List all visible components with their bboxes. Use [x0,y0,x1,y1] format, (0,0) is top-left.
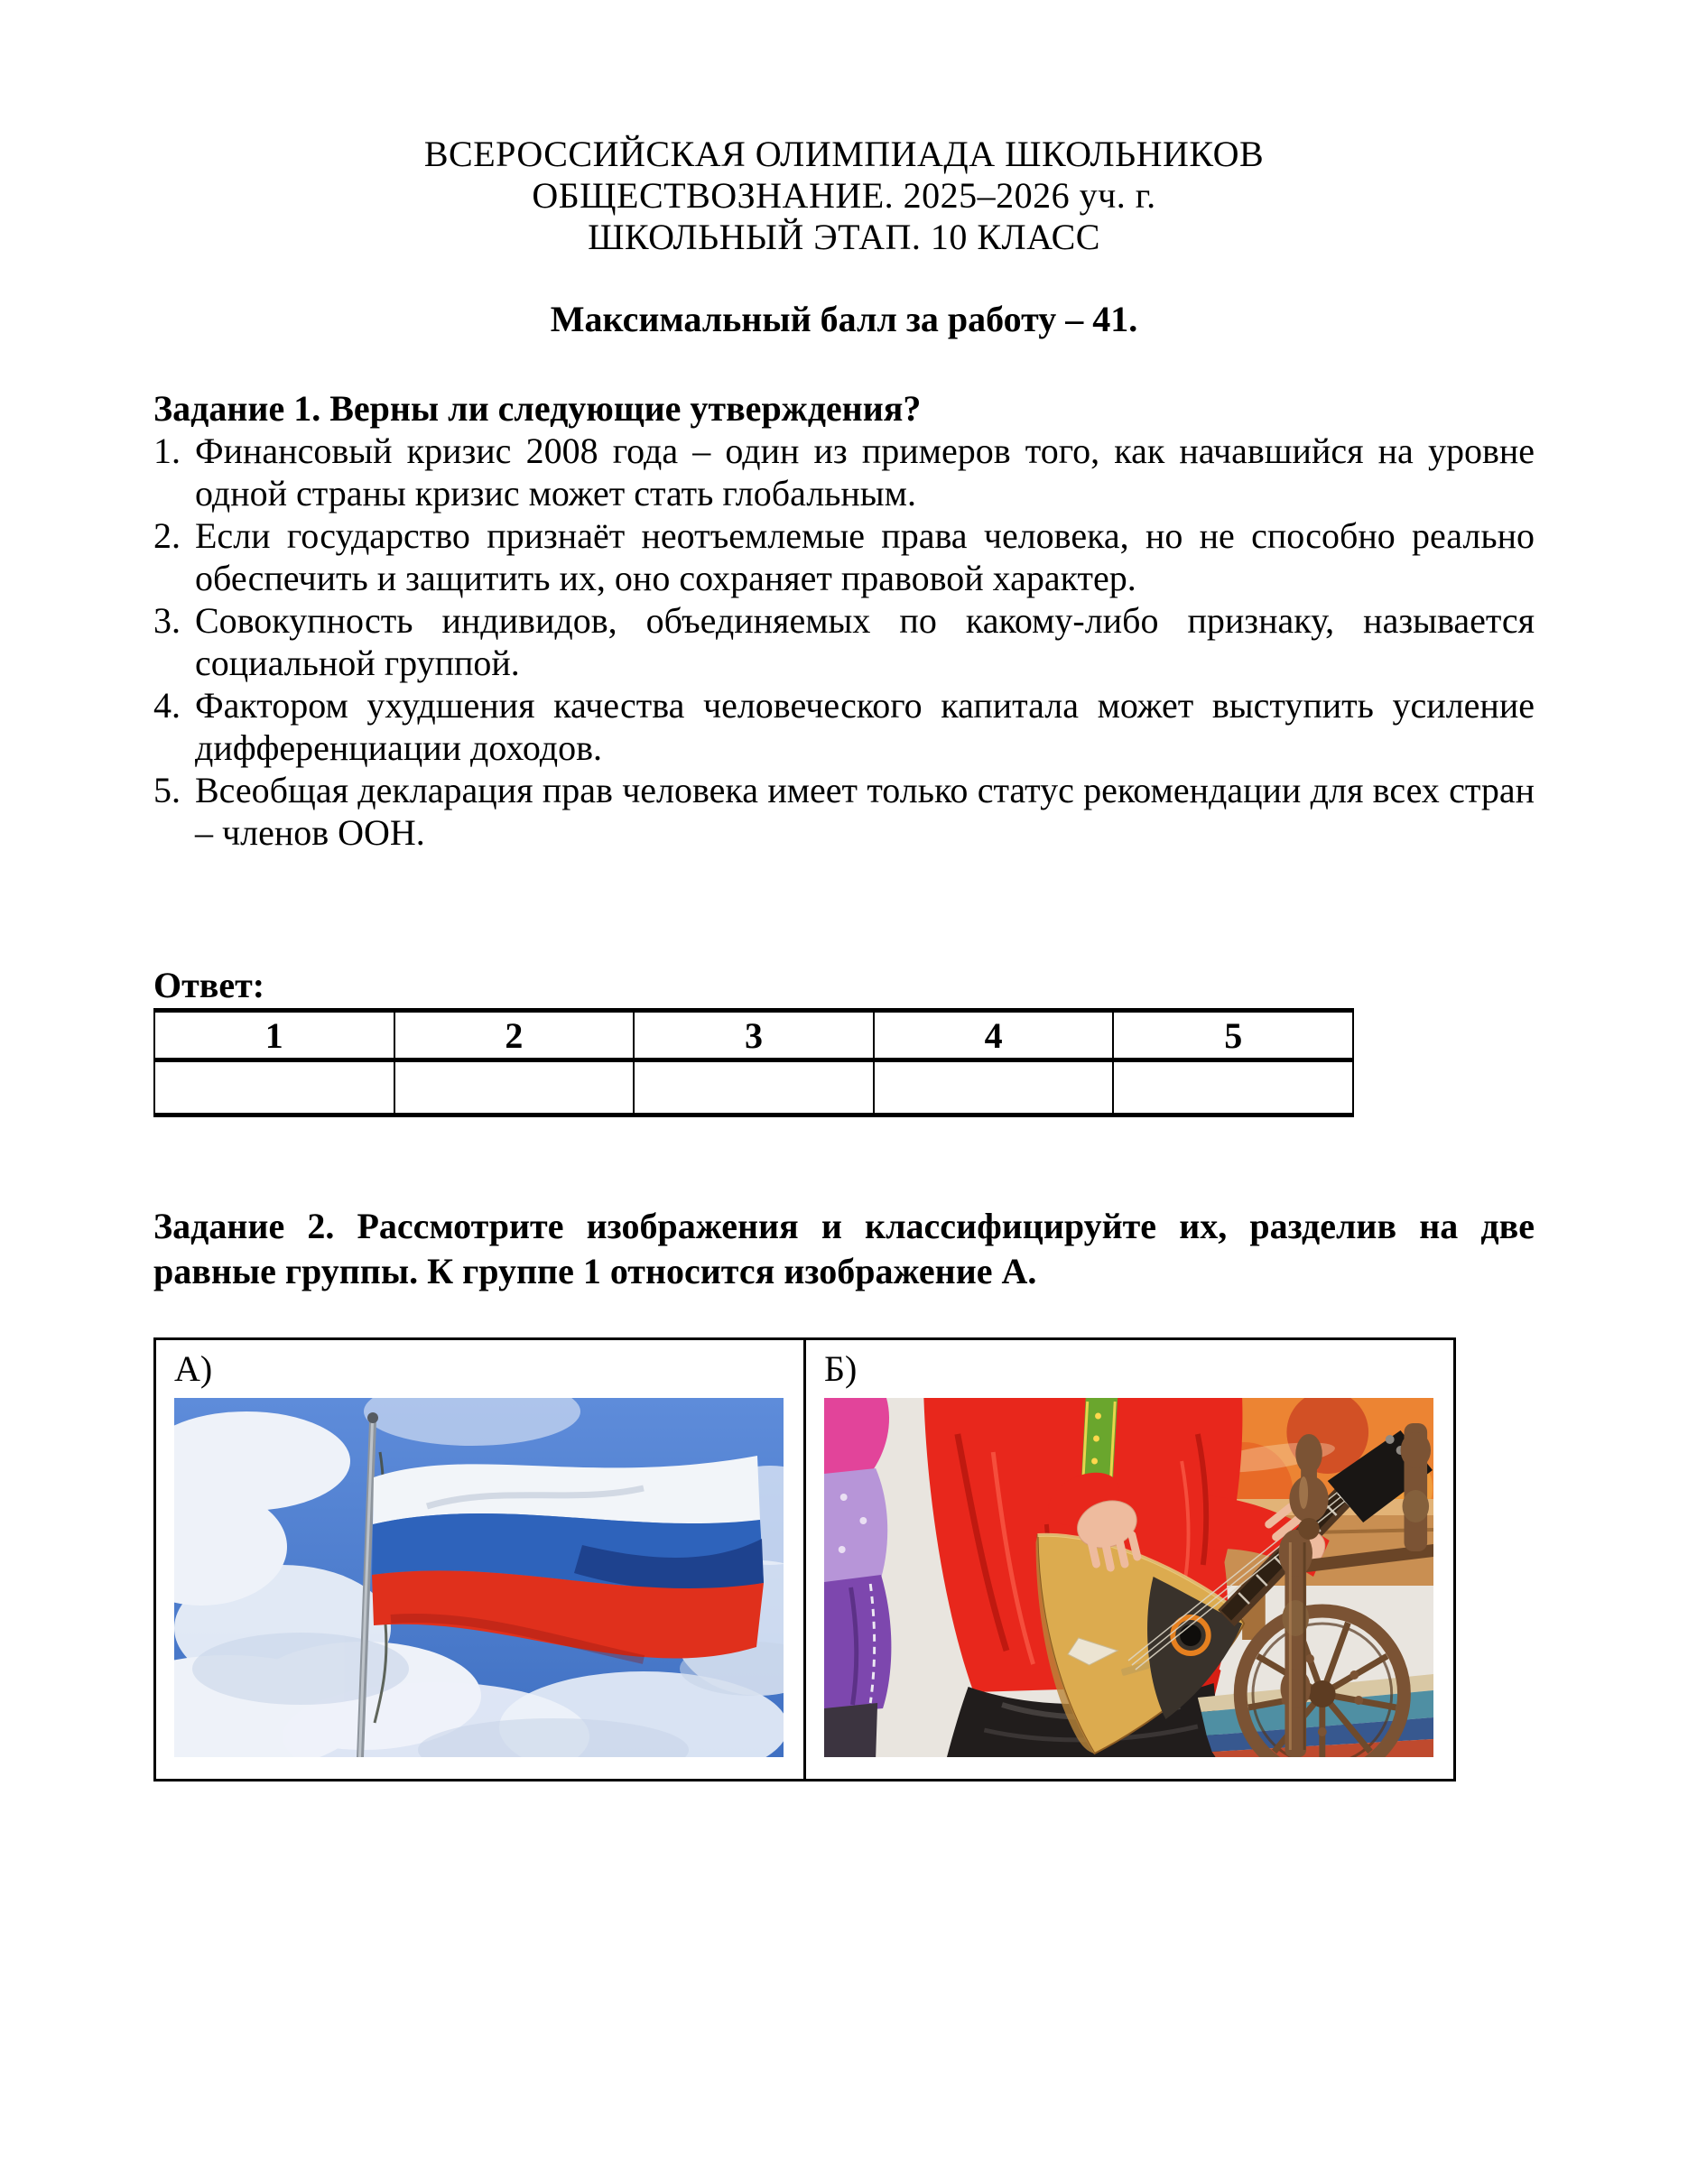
image-classification-table [153,1337,1456,1781]
answer-col-header-5: 5 [1113,1011,1353,1060]
answer-cell-3[interactable] [634,1060,874,1115]
bystander-left [824,1398,891,1757]
statement-3-number: 3. [153,600,181,641]
statement-1-number: 1. [153,430,181,471]
image-cell-b [805,1339,1455,1781]
statement-3-text: Совокупность индивидов, объединяемых по какому-либо признаку, называется социальной группой. [195,600,1535,683]
answer-cell-5[interactable] [1113,1060,1353,1115]
pole-finial [367,1412,378,1423]
russian-flag-photo [174,1398,784,1757]
answer-cell-1[interactable] [154,1060,394,1115]
statement-2-number: 2. [153,515,181,556]
task1-statements [153,430,1535,854]
image-b-label: Б) [824,1348,858,1389]
statement-4-number: 4. [153,685,181,726]
right-post [1401,1423,1432,1551]
answer-col-header-4: 4 [874,1011,1114,1060]
statement-2-text: Если государство признаёт неотъемлемые права человека, но не способно реально обеспечить и защитить их, оно сохраняет правовой характер. [195,515,1535,598]
title-line-2: ОБЩЕСТВОЗНАНИЕ. 2025–2026 уч. г. [532,175,1156,216]
task1-heading: Задание 1. Верны ли следующие утверждения? [153,388,922,429]
title-line-1: ВСЕРОССИЙСКАЯ ОЛИМПИАДА ШКОЛЬНИКОВ [423,134,1265,174]
task2-heading: Задание 2. Рассмотрите изображения и классифицируйте их, разделив на две равные группы. К группе 1 относится изображение А. [153,1206,1535,1291]
answer-table-header-row [154,1011,1353,1060]
title-line-3: ШКОЛЬНЫЙ ЭТАП. 10 КЛАСС [588,217,1100,257]
statement-3 [153,599,1535,684]
max-score-line: Максимальный балл за работу – 41. [550,299,1138,339]
document-title [153,134,1535,258]
statement-2 [153,514,1535,599]
statement-5-number: 5. [153,770,181,810]
image-a-label: А) [174,1348,213,1389]
statement-1 [153,430,1535,514]
answer-table-input-row [154,1060,1353,1115]
statement-5 [153,769,1535,854]
answer-col-header-1: 1 [154,1011,394,1060]
answer-col-header-2: 2 [394,1011,635,1060]
statement-4-text: Фактором ухудшения качества человеческого капитала может выступить усиление дифференциации доходов. [195,685,1535,768]
sound-hole [1180,1624,1201,1646]
image-cell-a [155,1339,805,1781]
image-table-row [155,1339,1455,1781]
statement-4 [153,684,1535,769]
statement-5-text: Всеобщая декларация прав человека имеет только статус рекомендации для всех стран – членов ООН. [195,770,1535,853]
answer-label: Ответ: [153,965,265,1005]
balalaika-player-photo [824,1398,1433,1757]
statement-1-text: Финансовый кризис 2008 года – один из примеров того, как начавшийся на уровне одной страны кризис может стать глобальным. [195,430,1535,514]
answer-table [153,1008,1354,1117]
answer-cell-4[interactable] [874,1060,1114,1115]
answer-cell-2[interactable] [394,1060,635,1115]
answer-col-header-3: 3 [634,1011,874,1060]
